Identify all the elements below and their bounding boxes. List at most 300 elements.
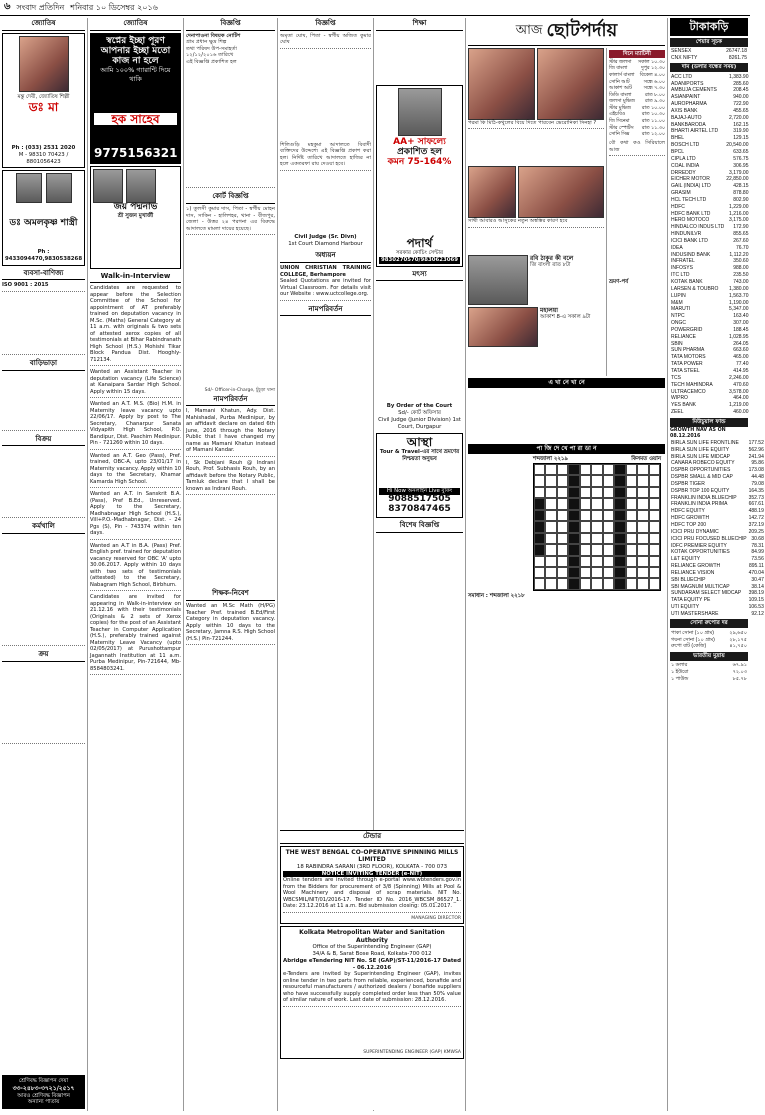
tv-program-channel: স্টার মুভিজ (609, 105, 631, 111)
stock-row (670, 340, 750, 347)
stock-row-value: 470.60 (733, 381, 749, 388)
crossword-cell[interactable] (649, 475, 660, 486)
crossword-cell[interactable] (649, 556, 660, 567)
tender-text: Online tenders are invited through e-portal www.wbtenders.gov.in from the Bidders for procurement of 3/8 (Spinning) Mills at Pool & Wool Machinery and disposal of scrap materials. NIT No. WBCSMIL/NIT/01/2016-17. Tender ID No. 2016_WBCSM_86527_1. Date: 23.12.2016 at 11 a.m. Bid submission closing: 05.01.2017. (283, 877, 461, 913)
crossword-cell[interactable] (557, 578, 568, 589)
stock-row (670, 409, 750, 416)
astrologer-photo (19, 36, 69, 92)
stock-row-label: SBIN (671, 340, 683, 347)
crossword-cell[interactable] (557, 556, 568, 567)
stock-row-label: AXIS BANK (671, 107, 698, 114)
stock-row-label: AMBUJA CEMENTS (671, 87, 717, 94)
stock-row-value: 285.60 (733, 80, 749, 87)
crossword-cell[interactable] (534, 464, 545, 475)
crossword-cell[interactable] (534, 556, 545, 567)
crossword-cell[interactable] (603, 533, 614, 544)
gold-row-label: গয়না সোনা (১০ গ্রাম) (671, 636, 715, 643)
crossword-cell[interactable] (649, 578, 660, 589)
fund-row-label: SUNDARAM SELECT MIDCAP (671, 590, 742, 597)
court-notice-body (186, 238, 275, 388)
stock-row-value: 988.00 (733, 265, 749, 272)
crossword-cell[interactable] (637, 533, 648, 544)
crossword-cell[interactable] (649, 533, 660, 544)
crossword-cell (534, 498, 545, 509)
big-astrology-ad[interactable] (90, 33, 181, 164)
crossword-cell[interactable] (580, 533, 591, 544)
fund-row-value: 79.08 (751, 480, 764, 487)
crossword-cell[interactable] (545, 533, 556, 544)
coaching-ad[interactable] (376, 85, 463, 267)
court-notice[interactable]: ১) তুলসী কুমার দাস, পিতা - স্বর্গীয় মোহন দাস, সাকিন - হালিশহর, থানা - বীজপুর, জেলা - উত্তর ২৪ পরগনা এর বিরুদ্ধে আদালতে মামলা দায়ের হয়েছে। (186, 206, 275, 235)
stock-row-label: RELIANCE (671, 333, 697, 340)
crossword-cell (614, 556, 625, 567)
crossword-cell (568, 475, 579, 486)
crossword-cell (614, 498, 625, 509)
crossword-cell[interactable] (626, 578, 637, 589)
tv-program-time: রাত ১২.০০ (641, 132, 665, 138)
crossword-cell[interactable] (557, 464, 568, 475)
classified-ad[interactable]: Candidates are invited for appearing in Walk-in-interview on 21.12.16 with their testimonials (Originals & 2 sets of Xerox copies) for the post of an Assistant Teacher in Computer Application (H.S.), preferably trained against Maternity Leave Vacancy (upto 02/05/2017) at Purushottampur Jagannath Institution at 11 a.m. Purba Medinipur, Pin-721644, Mb-8584803241. (90, 594, 181, 675)
coaching-body (379, 167, 460, 237)
notice-line: তথা পরিষদ উপ-সমাহর্তা (186, 45, 237, 52)
crossword-cell[interactable] (580, 556, 591, 567)
stock-row-value: 267.60 (733, 237, 749, 244)
ad-phone: 9775156321 (94, 146, 178, 161)
crossword-cell[interactable] (626, 567, 637, 578)
crossword-cell[interactable] (626, 475, 637, 486)
crossword-cell[interactable] (637, 544, 648, 555)
crossword-cell[interactable] (580, 510, 591, 521)
tv-program-channel: জি বাংলা (609, 66, 628, 72)
fund-row-value: 30.68 (751, 535, 764, 542)
stock-row-value: 264.05 (733, 340, 749, 347)
crossword-cell[interactable] (649, 521, 660, 532)
classified-ad[interactable]: Wanted an Assistant Teacher in deputation vacancy (Life Science) at Kanaipara Sardar High School. Apply within 15 days. (90, 369, 181, 398)
tender-notice-2[interactable] (280, 926, 464, 1058)
tv-program (609, 79, 665, 86)
stock-row-label: WIPRO (671, 395, 688, 402)
notice-body (186, 498, 275, 588)
stock-row (670, 231, 750, 238)
crossword-cell[interactable] (603, 544, 614, 555)
fund-row-value: 44.48 (751, 474, 764, 481)
crossword-cell[interactable] (580, 498, 591, 509)
stock-row-label: M&M (671, 299, 683, 306)
classified-ad[interactable]: Wanted an A.T in B.A. (Pass) Pref. English pref. trained for deputation vacancy reserved for OBC 'A' upto 30.06.2017. Apply within 10 days with two sets of testimonials (attested) to the Secretary, Nabagram High School, Birbhum. (90, 543, 181, 592)
stock-row (670, 286, 750, 293)
fund-row-label: ICICI PRU FOCUSED BLUECHIP (671, 535, 747, 542)
fund-row (670, 542, 765, 549)
stock-row-value: 20,540.00 (726, 142, 749, 149)
crossword-cell[interactable] (534, 487, 545, 498)
notice-body (280, 52, 371, 142)
crossword-cell (568, 556, 579, 567)
stock-row (670, 169, 750, 176)
stock-row-value: 464.00 (733, 395, 749, 402)
news-banner: এ খা নে খা নে (468, 378, 665, 388)
crossword-cell[interactable] (649, 498, 660, 509)
crossword-cell[interactable] (603, 556, 614, 567)
tv-program-channel: এইচবিও (609, 112, 626, 118)
crossword-cell[interactable] (534, 578, 545, 589)
name-change-ad[interactable]: I, Sk Debjani Rouh @ Indrani Rouh, Prof. Subhasis Rouh, by an affidavit before the Notary Public, Tamluk declare that I shall be known as Indrani Rouh. (186, 460, 275, 496)
crossword-cell[interactable] (626, 556, 637, 567)
classified-ad[interactable] (2, 664, 85, 744)
crossword-cell[interactable] (603, 567, 614, 578)
crossword-cell[interactable] (591, 556, 602, 567)
crossword-cell[interactable] (591, 464, 602, 475)
crossword-cell[interactable] (626, 544, 637, 555)
fund-row-value: 398.19 (748, 590, 764, 597)
fund-row-value: 895.11 (748, 563, 764, 570)
crossword-cell[interactable] (557, 521, 568, 532)
college-ad[interactable] (280, 265, 371, 301)
stock-row-value: 1,380.00 (729, 285, 749, 292)
crossword-cell[interactable] (637, 487, 648, 498)
fund-row (670, 453, 765, 460)
tv-caption: রবি ঠাকুর কী বলে (530, 254, 574, 262)
crossword-cell[interactable] (603, 521, 614, 532)
coaching-photo (398, 88, 442, 136)
classified-ad[interactable] (2, 295, 85, 355)
tv-program (609, 86, 665, 93)
fund-row-label: DSPBR SMALL & MID CAP (671, 474, 733, 481)
crossword-cell[interactable] (591, 544, 602, 555)
crossword-cell[interactable] (580, 464, 591, 475)
stock-row-label: GAIL (INDIA) LTD (671, 183, 711, 190)
tv-caption: পরমা কি মিঠি-কথুলের বিয়ে দিতে পারবেন ভেরোনিকা সিনহা ? (468, 120, 604, 130)
stock-row (670, 73, 750, 80)
classified-ad[interactable] (2, 536, 85, 646)
stock-row (670, 299, 750, 306)
crossword-cell[interactable] (557, 475, 568, 486)
fx-row-value: ৮৫.৭৮ (732, 675, 747, 682)
crossword-cell[interactable] (545, 556, 556, 567)
crossword-cell[interactable] (649, 544, 660, 555)
crossword-cell[interactable] (580, 567, 591, 578)
classified-ad[interactable]: Wanted an A.T. Geo (Pass), Pref. trained, OBC-A, upto 23/01/17 in Maternity vacancy. Apply within 10 days to the Secretary, Khamar Kamarda High School. (90, 453, 181, 489)
crossword-cell[interactable] (637, 498, 648, 509)
stock-row-label: HCL TECH LTD (671, 196, 707, 203)
stock-row-value: 162.15 (733, 121, 749, 128)
crossword-cell[interactable] (649, 464, 660, 475)
tender-notice-1[interactable] (280, 846, 464, 925)
stock-row (670, 272, 750, 279)
tv-photo (468, 307, 538, 347)
crossword-cell[interactable] (580, 521, 591, 532)
section-head-notices: বিজ্ঞপ্তি (280, 18, 371, 31)
crossword-cell[interactable] (603, 464, 614, 475)
stock-row-label: ADANIPORTS (671, 80, 704, 87)
fx-row-label: ১ পাউন্ড (671, 675, 689, 682)
crossword-cell[interactable] (603, 475, 614, 486)
crossword-cell[interactable] (591, 521, 602, 532)
notice-line: গ্রাম প্রধান ক্ষুদ্র শিল্প (186, 39, 227, 46)
travel-ad[interactable] (376, 433, 463, 518)
tv-photo (518, 166, 604, 218)
stock-row-label: TATA STEEL (671, 367, 700, 374)
crossword-cell[interactable] (545, 475, 556, 486)
crossword-cell[interactable] (637, 521, 648, 532)
crossword-cell[interactable] (591, 510, 602, 521)
crossword-cell[interactable] (626, 464, 637, 475)
stock-row (670, 375, 750, 382)
stock-row-label: HERO MOTOCO (671, 217, 710, 224)
crossword-cell[interactable] (557, 544, 568, 555)
travel-phone: 9088517505 (388, 494, 451, 505)
crossword-cell[interactable] (557, 533, 568, 544)
entertainment-prefix: আজ (515, 23, 543, 39)
fund-row-label: L&T EQUITY (671, 556, 701, 563)
fund-row-label: BIRLA SUN LIFE EQUITY (671, 446, 730, 453)
crossword-cell[interactable] (580, 487, 591, 498)
column-1 (0, 18, 88, 1111)
issue-date: শনিবার ১০ ডিসেম্বর ২০১৬ (70, 2, 158, 12)
crossword-cell[interactable] (603, 498, 614, 509)
stock-row-label: EICHER MOTOR (671, 176, 710, 183)
stock-row-value: 576.75 (733, 155, 749, 162)
college-name: UNION CHRISTIAN TRAINING COLLEGE, Berhampore (280, 265, 371, 278)
water-address: 34/A & B, Sarat Bose Road, Kolkata-700 012 (312, 951, 432, 958)
crossword-cell (568, 510, 579, 521)
fund-row-value: 84.99 (751, 549, 764, 556)
fund-row (670, 522, 765, 529)
notice-body (376, 535, 463, 595)
stock-row-label: YES BANK (671, 402, 697, 409)
crossword-cell[interactable] (545, 567, 556, 578)
crossword-cell[interactable] (626, 498, 637, 509)
crossword-cell[interactable] (603, 487, 614, 498)
section-head-name-change: নামপরিবর্তন (186, 394, 275, 407)
stock-row (670, 368, 750, 375)
crossword-cell[interactable] (545, 544, 556, 555)
crossword-cell (568, 544, 579, 555)
crossword-cell[interactable] (545, 487, 556, 498)
court-name: Civil Judge (Sr. Divn) (294, 233, 357, 240)
stock-row-label: INFOSYS (671, 265, 693, 272)
tender-address: 18 RABINDRA SARANI (3RD FLOOR), KOLKATA - 700 073 (296, 863, 448, 870)
notice-ad[interactable]: অমৃতা ঘোষ, পিতা - স্বর্গীয় অজিত কুমার ঘোষ (280, 33, 371, 49)
astrologer-photo (16, 173, 42, 203)
classified-ad[interactable] (2, 282, 85, 292)
fx-table (670, 662, 748, 683)
crossword-cell (614, 521, 625, 532)
tv-program (609, 119, 665, 126)
crossword-cell[interactable] (591, 578, 602, 589)
crossword-grid[interactable] (533, 463, 661, 591)
tv-program (609, 112, 665, 119)
section-head-court: কোর্ট বিজ্ঞপ্তি (186, 191, 275, 204)
stock-row-label: BHEL (671, 135, 685, 142)
stock-row-label: ITC LTD (671, 272, 690, 279)
crossword-cell[interactable] (557, 510, 568, 521)
stock-row-label: HDFC BANK LTD (671, 210, 711, 217)
fund-row (670, 508, 765, 515)
crossword-cell[interactable] (603, 578, 614, 589)
fx-row-label: ১ ডলার (671, 662, 688, 669)
tv-program (609, 66, 665, 73)
fx-row (670, 669, 748, 676)
crossword-cell[interactable] (626, 521, 637, 532)
astrologer-photo (46, 173, 72, 203)
stock-row-value: 163.40 (733, 313, 749, 320)
crossword-cell[interactable] (649, 510, 660, 521)
stock-row-value: 172.90 (733, 224, 749, 231)
crossword-cell[interactable] (545, 464, 556, 475)
crossword-cell[interactable] (626, 487, 637, 498)
crossword-cell[interactable] (637, 556, 648, 567)
court-notice[interactable]: শিলিগুড়ি মহকুমা আদালতে বিবাদী ব্যক্তিদের উদ্দেশ্যে এই বিজ্ঞপ্তি প্রকাশ করা হল। নির্দিষ্ট তারিখে আদালতে হাজির না হলে একতরফা রায় দেওয়া হবে। (280, 142, 371, 171)
stock-row-value: 1,028.95 (729, 333, 749, 340)
crossword-cell[interactable] (557, 498, 568, 509)
fund-row-value: 95.86 (751, 460, 764, 467)
tv-program (609, 92, 665, 99)
tv-program-channel: সোনি আট (609, 79, 630, 85)
astrologer-name: জয় পদ্মনাভ (113, 201, 158, 212)
stock-row-label: AUROPHARMA (671, 101, 707, 108)
fund-row-value: 92.12 (751, 610, 764, 617)
stock-row (670, 87, 750, 94)
crossword-cell[interactable] (545, 521, 556, 532)
fund-row-value: 109.15 (748, 597, 764, 604)
tender-block[interactable] (280, 830, 464, 1110)
crossword-cell (614, 533, 625, 544)
stock-row-label: ICICI BANK LTD (671, 237, 708, 244)
stock-row-label: LARSEN & TOUBRO (671, 285, 719, 292)
fx-row (670, 662, 748, 669)
fx-row (670, 676, 748, 683)
tv-program-channel: ডিডি বাংলা (609, 92, 632, 98)
tv-program-time: সকাল ১০.৩০ (637, 59, 665, 65)
crossword-cell[interactable] (637, 578, 648, 589)
tv-photo (468, 166, 516, 218)
crossword-cell (614, 544, 625, 555)
crossword-cell[interactable] (591, 498, 602, 509)
classified-ad[interactable] (2, 448, 85, 518)
astrologer-ad-3[interactable] (90, 166, 181, 269)
fund-row (670, 590, 765, 597)
crossword-cell[interactable] (591, 475, 602, 486)
water-authority: Kolkata Metropolitan Water and Sanitation Authority (299, 929, 445, 944)
order-court: Civil Judge (Junior Division) 1st Court, Durgapur (378, 416, 461, 430)
crossword-cell[interactable] (545, 498, 556, 509)
section-head-jyotish: জ্যোতিষ (2, 18, 85, 31)
tv-photo (537, 48, 604, 120)
tv-program (609, 125, 665, 132)
fund-row-label: RELIANCE VISION (671, 569, 715, 576)
crossword-cell[interactable] (580, 544, 591, 555)
coaching-phone: 9830270570/9830623069 (381, 256, 458, 263)
fund-row (670, 487, 765, 494)
stock-row-label: KOTAK BANK (671, 279, 703, 286)
mf-head: মিউচুয়াল ফান্ড (670, 418, 748, 427)
stock-row-value: 350.60 (733, 258, 749, 265)
notice-ad[interactable] (186, 33, 275, 189)
astrologer-description (93, 220, 178, 266)
page-number: ৬ (4, 1, 11, 13)
tv-program-channel: স্টার জলসা (609, 59, 632, 65)
gold-row-label: রুপো বাট (কেজি) (671, 643, 707, 650)
classified-ad[interactable] (2, 373, 85, 431)
crossword-cell[interactable] (649, 487, 660, 498)
crossword-cell[interactable] (557, 487, 568, 498)
classified-ad[interactable]: Wanted an A.T. M.S. (Bio) H.M. in Maternity leave vacancy upto 22/06/17. Apply by post to The Secretary, Chanarpur Sanata Vidyapith High School, P.O. Bandipur, Dist. Paschim Medinipur. Pin - 721260 within 10 days. (90, 401, 181, 450)
entertainment-title: ছোটপর্দায় (546, 20, 618, 41)
astrologer-phone: Ph : 9433094470,9830538268 (5, 249, 83, 262)
crossword-cell[interactable] (626, 533, 637, 544)
stock-row-value: 3,578.00 (729, 388, 749, 395)
crossword-cell[interactable] (591, 487, 602, 498)
crossword-cell[interactable] (649, 567, 660, 578)
tv-program-channel: জলসা মুভিজ (609, 99, 635, 105)
crossword-cell[interactable] (626, 510, 637, 521)
tv-program-time: বিকেল ৪.০০ (639, 72, 665, 78)
stock-row-label: TATA MOTORS (671, 354, 706, 361)
index-row (670, 55, 748, 62)
education-body (376, 33, 463, 85)
classified-ad[interactable]: Wanted an M.Sc Math (H/PG) Teacher Pref. trained B.Ed/First Category in deputation vacancy. Apply within 10 days to the Secretary, Jamna R.S. High School (H.S.) Pin-721244. (186, 603, 275, 645)
crossword-cell[interactable] (591, 533, 602, 544)
fx-row-value: ৬৭.৯১ (732, 662, 747, 669)
stock-row (670, 217, 750, 224)
notice-body (186, 65, 275, 185)
crossword-cell (614, 578, 625, 589)
fund-row (670, 583, 765, 590)
stock-row (670, 265, 750, 272)
astrologer-ad-2[interactable] (2, 170, 85, 265)
fund-row-label: FRANKLIN INDIA BLUECHIP (671, 494, 737, 501)
stock-row-label: TECH MAHINDRA (671, 381, 713, 388)
crossword-cell[interactable] (637, 464, 648, 475)
tv-caption: সাথী আবারও আসুকের নতুন অস্বস্তির কারণ হবে (468, 218, 604, 228)
name-change-ad[interactable]: I, Mamani Khatun, Ady. Dist. Mahishadal, Purba Medinipur, by an affidavit declare on dated 6th June, 2016 through the Notary Public that I have changed my name as Mamani Khatun instead of Mamani Kandar. (186, 408, 275, 457)
fund-row-value: 38.14 (751, 583, 764, 590)
crossword-title: শব্দজালা ২২১৯ (533, 456, 568, 463)
crossword-cell[interactable] (557, 567, 568, 578)
astrologer-description (5, 229, 82, 249)
stock-row (670, 251, 750, 258)
classified-ad[interactable]: Wanted an A.T. in Sanskrit B.A. (Pass), Pref B.Ed., Unreserved. Apply to the Secretary, Madhabnagar High School (H.S.), Vill+P.O.-Madhabnagar, Dist. - 24 Pgs (S), Pin - 743374 within ten days. (90, 491, 181, 540)
crossword-cell[interactable] (637, 510, 648, 521)
crossword-cell (614, 567, 625, 578)
crossword-cell[interactable] (534, 475, 545, 486)
stock-row (670, 190, 750, 197)
crossword-cell[interactable] (637, 475, 648, 486)
crossword-cell[interactable] (591, 567, 602, 578)
tv-program-time: দুপুর ১২.৩০ (641, 66, 665, 72)
classified-ad[interactable]: Candidates are requested to appear before the Selection Committee of the School for appointment of AT preferably trained on deputation vacancy in M.Sc. (Maths) General Category at 11 a.m. with originals & two sets of attested xerox copies of all testimonials at Bihar Rabindranath High School (H.S.) Mohishi Tikar Block Pandua Dist. Hooghly-712134. (90, 285, 181, 366)
crossword-cell[interactable] (637, 567, 648, 578)
tv-program (609, 132, 665, 139)
stock-row (670, 347, 750, 354)
column-3 (184, 18, 278, 1111)
stock-row-label: HDFC (671, 203, 685, 210)
astrologer-ad-1[interactable] (2, 33, 85, 169)
crossword-cell[interactable] (603, 510, 614, 521)
crossword-cell (568, 498, 579, 509)
stock-row-value: 319.90 (733, 128, 749, 135)
crossword-cell[interactable] (545, 578, 556, 589)
crossword-cell[interactable] (580, 578, 591, 589)
stock-row-value: 1,563.70 (729, 292, 749, 299)
crossword-cell[interactable] (545, 510, 556, 521)
crossword-cell[interactable] (580, 475, 591, 486)
crossword-cell[interactable] (534, 567, 545, 578)
tender-company: THE WEST BENGAL CO-OPERATIVE SPINNING MILLS LIMITED (285, 848, 459, 864)
stock-row-value: 3,175.00 (729, 217, 749, 224)
stock-row-value: 428.15 (733, 183, 749, 190)
water-office: Office of the Superintending Engineer (GAP) (312, 944, 432, 951)
